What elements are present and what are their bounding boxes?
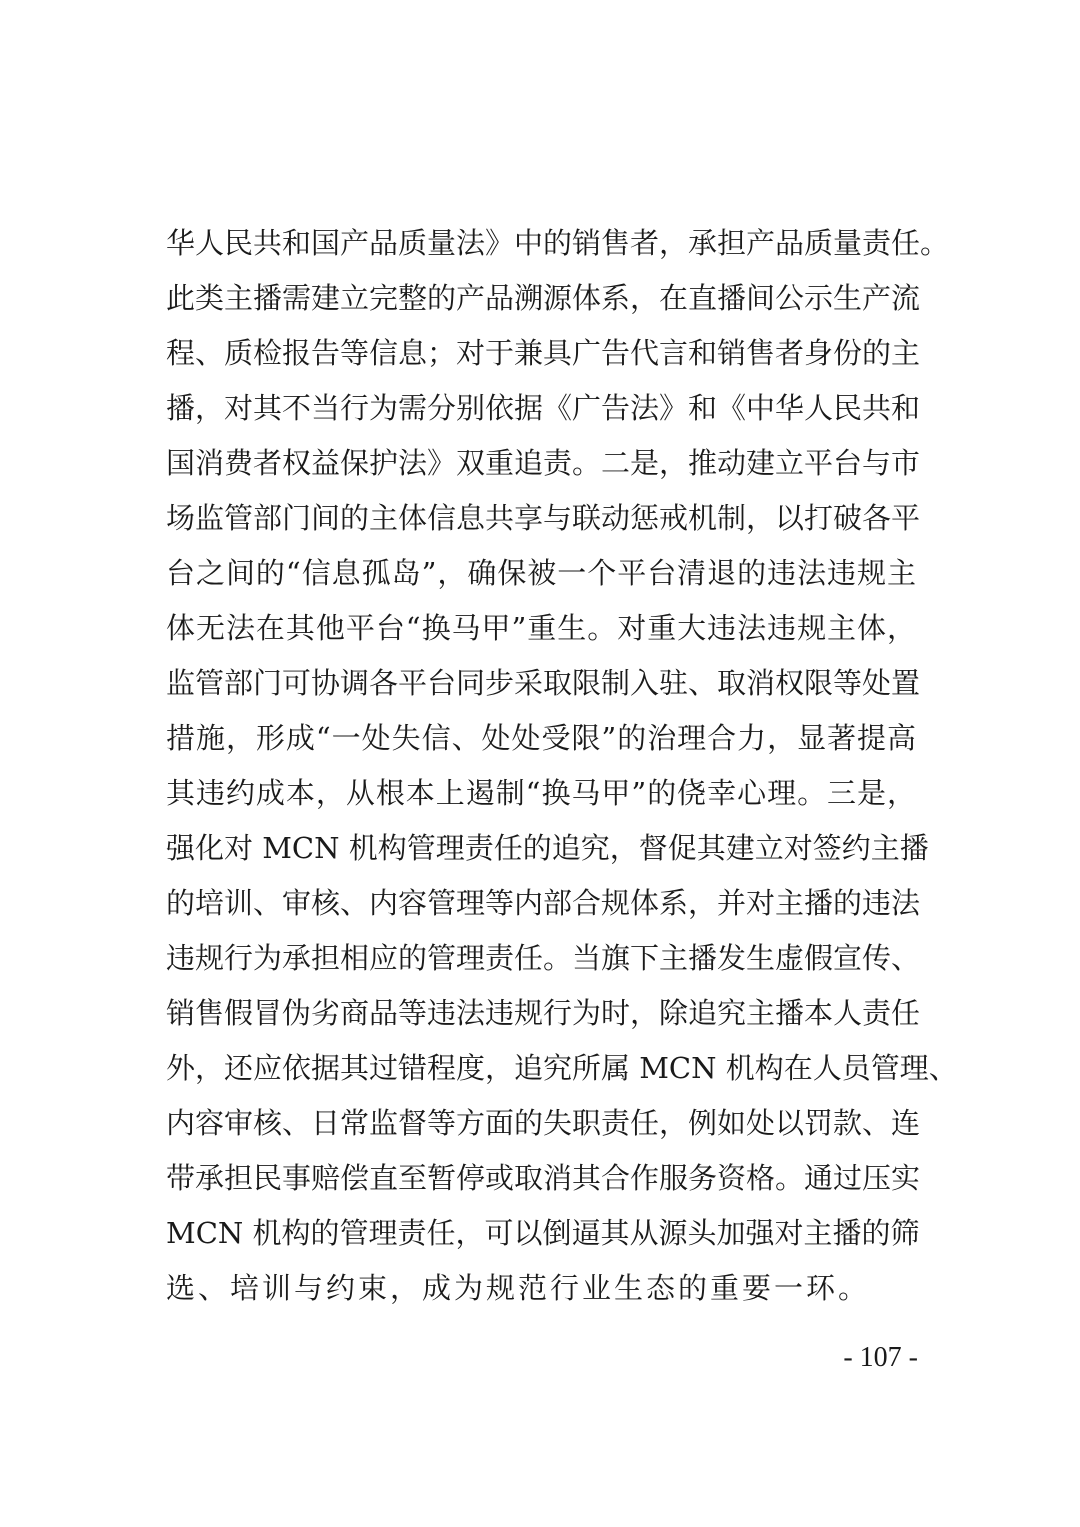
- text-line-1: 华人民共和国产品质量法》中的销售者，承担产品质量责任。: [166, 226, 950, 260]
- text-line-3: 程、质检报告等信息；对于兼具广告代言和销售者身份的主: [166, 336, 921, 370]
- text-line-10: 措施，形成“一处失信、处处受限”的治理合力，显著提高: [166, 721, 916, 755]
- text-line-14: 违规行为承担相应的管理责任。当旗下主播发生虚假宣传、: [166, 941, 921, 975]
- text-line-18: 带承担民事赔偿直至暂停或取消其合作服务资格。通过压实: [166, 1161, 921, 1195]
- text-line-13: 的培训、审核、内容管理等内部合规体系，并对主播的违法: [166, 886, 921, 920]
- text-line-15: 销售假冒伪劣商品等违法违规行为时，除追究主播本人责任: [166, 996, 921, 1030]
- text-line-7: 台之间的“信息孤岛”，确保被一个平台清退的违法违规主: [166, 556, 916, 590]
- text-line-6: 场监管部门间的主体信息共享与联动惩戒机制，以打破各平: [166, 501, 921, 535]
- text-line-19: MCN 机构的管理责任，可以倒逼其从源头加强对主播的筛: [166, 1216, 920, 1250]
- text-line-17: 内容审核、日常监督等方面的失职责任，例如处以罚款、连: [166, 1106, 921, 1140]
- text-line-12: 强化对 MCN 机构管理责任的追究，督促其建立对签约主播: [166, 831, 929, 865]
- text-line-9: 监管部门可协调各平台同步采取限制入驻、取消权限等处置: [166, 666, 921, 700]
- text-line-5: 国消费者权益保护法》双重追责。二是，推动建立平台与市: [166, 446, 921, 480]
- text-line-11: 其违约成本，从根本上遏制“换马甲”的侥幸心理。三是，: [166, 776, 916, 810]
- page-number: - 107 -: [843, 1342, 918, 1373]
- text-line-4: 播，对其不当行为需分别依据《广告法》和《中华人民共和: [166, 391, 921, 425]
- text-line-20: 选、培训与约束，成为规范行业生态的重要一环。: [166, 1271, 871, 1305]
- body-paragraph: [166, 216, 958, 1316]
- text-line-8: 体无法在其他平台“换马甲”重生。对重大违法违规主体，: [166, 611, 916, 645]
- text-line-2: 此类主播需建立完整的产品溯源体系，在直播间公示生产流: [166, 281, 921, 315]
- text-line-16: 外，还应依据其过错程度，追究所属 MCN 机构在人员管理、: [166, 1051, 958, 1085]
